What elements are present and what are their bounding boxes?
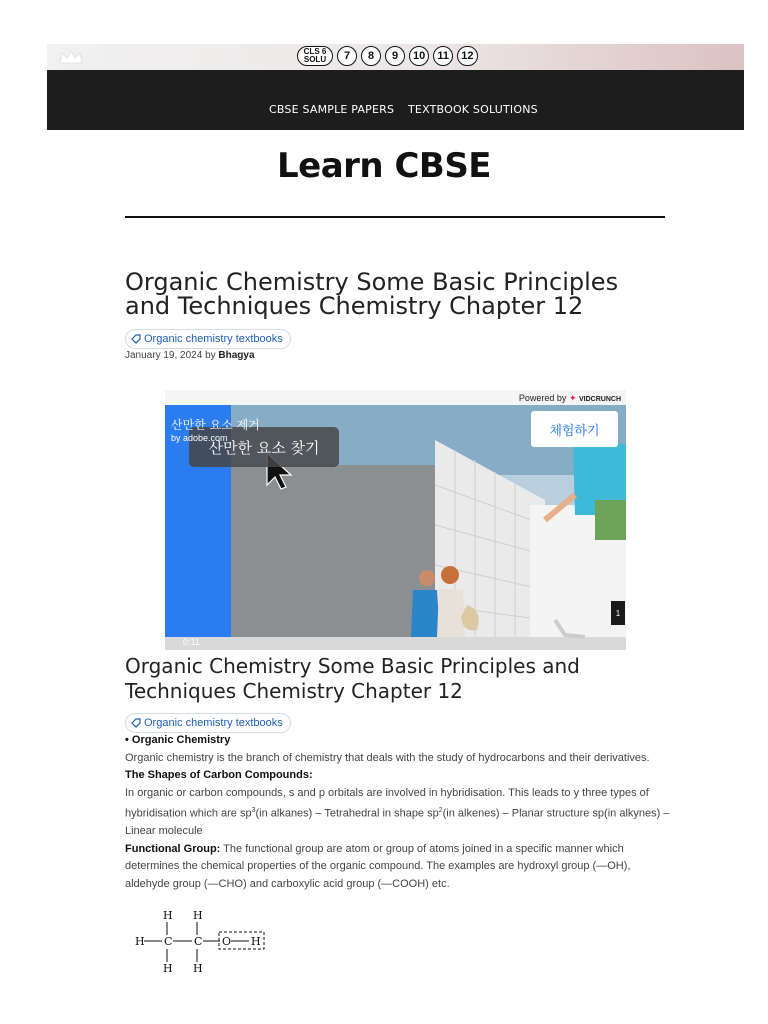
- bullet-heading: • Organic Chemistry: [125, 734, 231, 746]
- powered-by: Powered by ✦ VIDCRUNCH: [518, 393, 621, 403]
- category-tag[interactable]: [125, 329, 291, 349]
- crown-icon: [59, 50, 83, 64]
- class-7-button[interactable]: 7: [337, 46, 357, 66]
- tag-icon: [131, 334, 141, 344]
- atom-h-bottom-2: H: [193, 962, 203, 975]
- nav-cbse-sample-papers[interactable]: CBSE SAMPLE PAPERS: [269, 103, 395, 116]
- class-9-button[interactable]: 9: [385, 46, 405, 66]
- post-date: January 19, 2024: [125, 350, 203, 361]
- atom-h-top-1: H: [163, 909, 173, 922]
- paragraph-definition: Organic chemistry is the branch of chemistry that deals with the study of hydrocarbons and their derivatives.: [125, 751, 650, 764]
- class-10-button[interactable]: 10: [409, 46, 429, 66]
- overlay-source: by adobe.com: [171, 433, 228, 443]
- class-11-button[interactable]: 11: [433, 46, 453, 66]
- overlay-search-box[interactable]: 산만한 요소 찾기: [189, 427, 339, 467]
- site-title[interactable]: Learn CBSE: [276, 146, 492, 186]
- tag-icon: [131, 718, 141, 728]
- article-body: [125, 732, 670, 893]
- atom-h-top-2: H: [193, 909, 203, 922]
- section-tag-label: Organic chemistry textbooks: [144, 717, 283, 729]
- top-banner: [47, 44, 744, 70]
- video-timer: 0:11: [183, 637, 200, 647]
- functional-group-label: Functional Group:: [125, 842, 221, 855]
- vidcrunch-logo-icon: ✦: [568, 393, 577, 403]
- section-category-tag[interactable]: [125, 713, 291, 733]
- overlay-title: 산만한 요소 제거: [171, 418, 260, 432]
- class-8-button[interactable]: 8: [361, 46, 381, 66]
- video-header: [165, 390, 626, 405]
- main-nav: [47, 70, 744, 130]
- ethanol-structure-diagram: [133, 908, 268, 976]
- post-author[interactable]: Bhagya: [218, 350, 255, 361]
- cta-button[interactable]: 체험하기: [531, 411, 618, 447]
- atom-h-right: H: [251, 935, 261, 948]
- section-heading: Organic Chemistry Some Basic Principles and Techniques Chemistry Chapter 12: [125, 654, 580, 703]
- category-tag-label: Organic chemistry textbooks: [144, 333, 283, 345]
- atom-c-1: C: [164, 935, 173, 948]
- post-by: by: [205, 350, 216, 361]
- class-12-button[interactable]: 12: [457, 46, 477, 66]
- post-meta: [125, 350, 255, 361]
- atom-c-2: C: [194, 935, 203, 948]
- nav-textbook-solutions[interactable]: TEXTBOOK SOLUTIONS: [408, 103, 538, 116]
- atom-h-bottom-1: H: [163, 962, 173, 975]
- class-6-button[interactable]: CLS 6 SOLU: [297, 46, 333, 66]
- post-title: Organic Chemistry Some Basic Principles and Techniques Chemistry Chapter 12: [125, 268, 619, 320]
- paragraph-hybridisation: In organic or carbon compounds, s and p orbitals are involved in hybridisation. This leads to y three types of hybridisation which are $sp^3(in$ alkanes) – Tetrahedral in shape $sp^2(in$ alkenes) – Planar structure sp(in alkynes) – Linear molecule: [125, 786, 670, 838]
- atom-o: O: [222, 935, 232, 948]
- shapes-heading: The Shapes of Carbon Compounds:: [125, 769, 313, 781]
- paragraph-functional-group: Functional Group: The functional group are atom or group of atoms joined in a specific manner which determines the chemical properties of the organic compound. The examples are hydroxyl group (—OH), aldehyde group (—CHO) and carboxylic acid group (—COOH) etc.: [125, 842, 631, 890]
- atom-h-left: H: [135, 935, 145, 948]
- divider: [125, 216, 665, 218]
- video-page-badge[interactable]: 1: [611, 601, 625, 625]
- class-selector: [297, 46, 478, 66]
- video-player[interactable]: [165, 390, 626, 650]
